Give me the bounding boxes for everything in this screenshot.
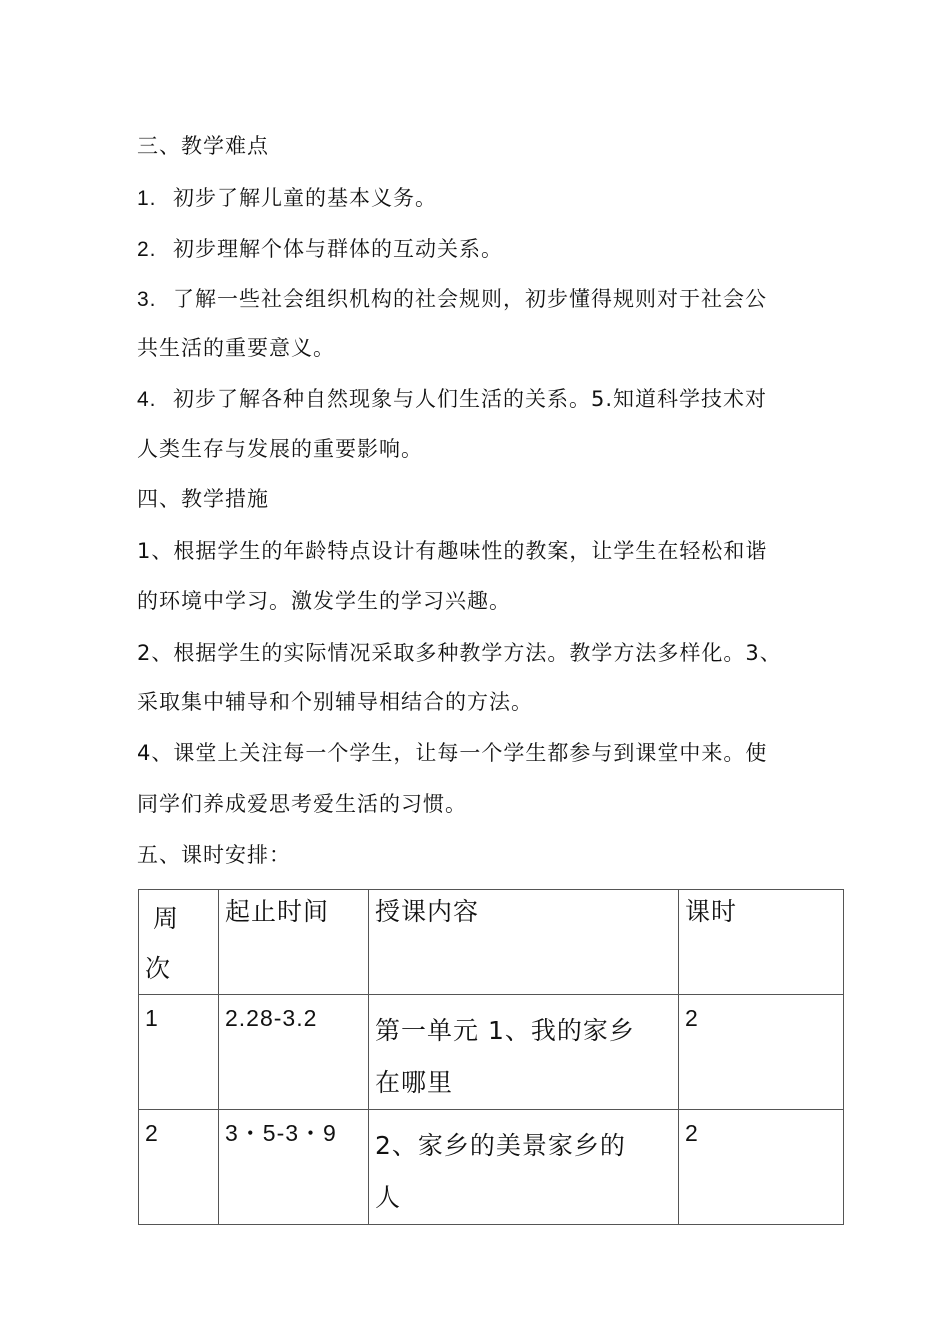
section-3-title: 三、教学难点 (137, 134, 269, 158)
cell-week: 2 (139, 1110, 219, 1225)
header-hours: 课时 (679, 890, 844, 995)
cell-week: 1 (139, 995, 219, 1110)
item-text: 了解一些社会组织机构的社会规则，初步懂得规则对于社会公 (173, 287, 767, 311)
section-5-title: 五、课时安排： (137, 843, 291, 867)
schedule-table (138, 889, 844, 1225)
difficulty-item-1 (137, 183, 437, 214)
cell-dates: 2.28-3.2 (219, 995, 369, 1110)
measure-line-6: 同学们养成爱思考爱生活的习惯。 (137, 792, 467, 816)
header-dates: 起止时间 (219, 890, 369, 995)
item-number: 3. (137, 288, 157, 311)
cell-content: 2、家乡的美景家乡的 人 (369, 1110, 679, 1225)
difficulty-item-3-cont: 共生活的重要意义。 (137, 336, 335, 360)
table-header-row (139, 890, 844, 995)
item-number: 1. (137, 187, 157, 210)
cell-dates: 3・5-3・9 (219, 1110, 369, 1225)
difficulty-item-2 (137, 234, 503, 265)
difficulty-item-4 (137, 384, 767, 415)
measure-line-4: 采取集中辅导和个别辅导相结合的方法。 (137, 690, 533, 714)
item-text: 初步了解儿童的基本义务。 (173, 186, 437, 210)
section-4-title: 四、教学措施 (137, 487, 269, 511)
table-row (139, 995, 844, 1110)
measure-line-5: 4、课堂上关注每一个学生，让每一个学生都参与到课堂中来。使 (137, 741, 768, 765)
difficulty-item-4-cont: 人类生存与发展的重要影响。 (137, 437, 423, 461)
header-content: 授课内容 (369, 890, 679, 995)
difficulty-item-3 (137, 284, 767, 315)
cell-content: 第一单元 1、我的家乡 在哪里 (369, 995, 679, 1110)
measure-line-3: 2、根据学生的实际情况采取多种教学方法。教学方法多样化。3、 (137, 641, 782, 665)
cell-hours: 2 (679, 995, 844, 1110)
item-text: 初步理解个体与群体的互动关系。 (173, 237, 503, 261)
cell-hours: 2 (679, 1110, 844, 1225)
measure-line-1: 1、根据学生的年龄特点设计有趣味性的教案，让学生在轻松和谐 (137, 539, 768, 563)
item-text: 初步了解各种自然现象与人们生活的关系。5.知道科学技术对 (173, 387, 768, 411)
item-number: 4. (137, 388, 157, 411)
header-week: 周 次 (139, 890, 219, 995)
measure-line-2: 的环境中学习。激发学生的学习兴趣。 (137, 589, 511, 613)
table-row (139, 1110, 844, 1225)
item-number: 2. (137, 238, 157, 261)
